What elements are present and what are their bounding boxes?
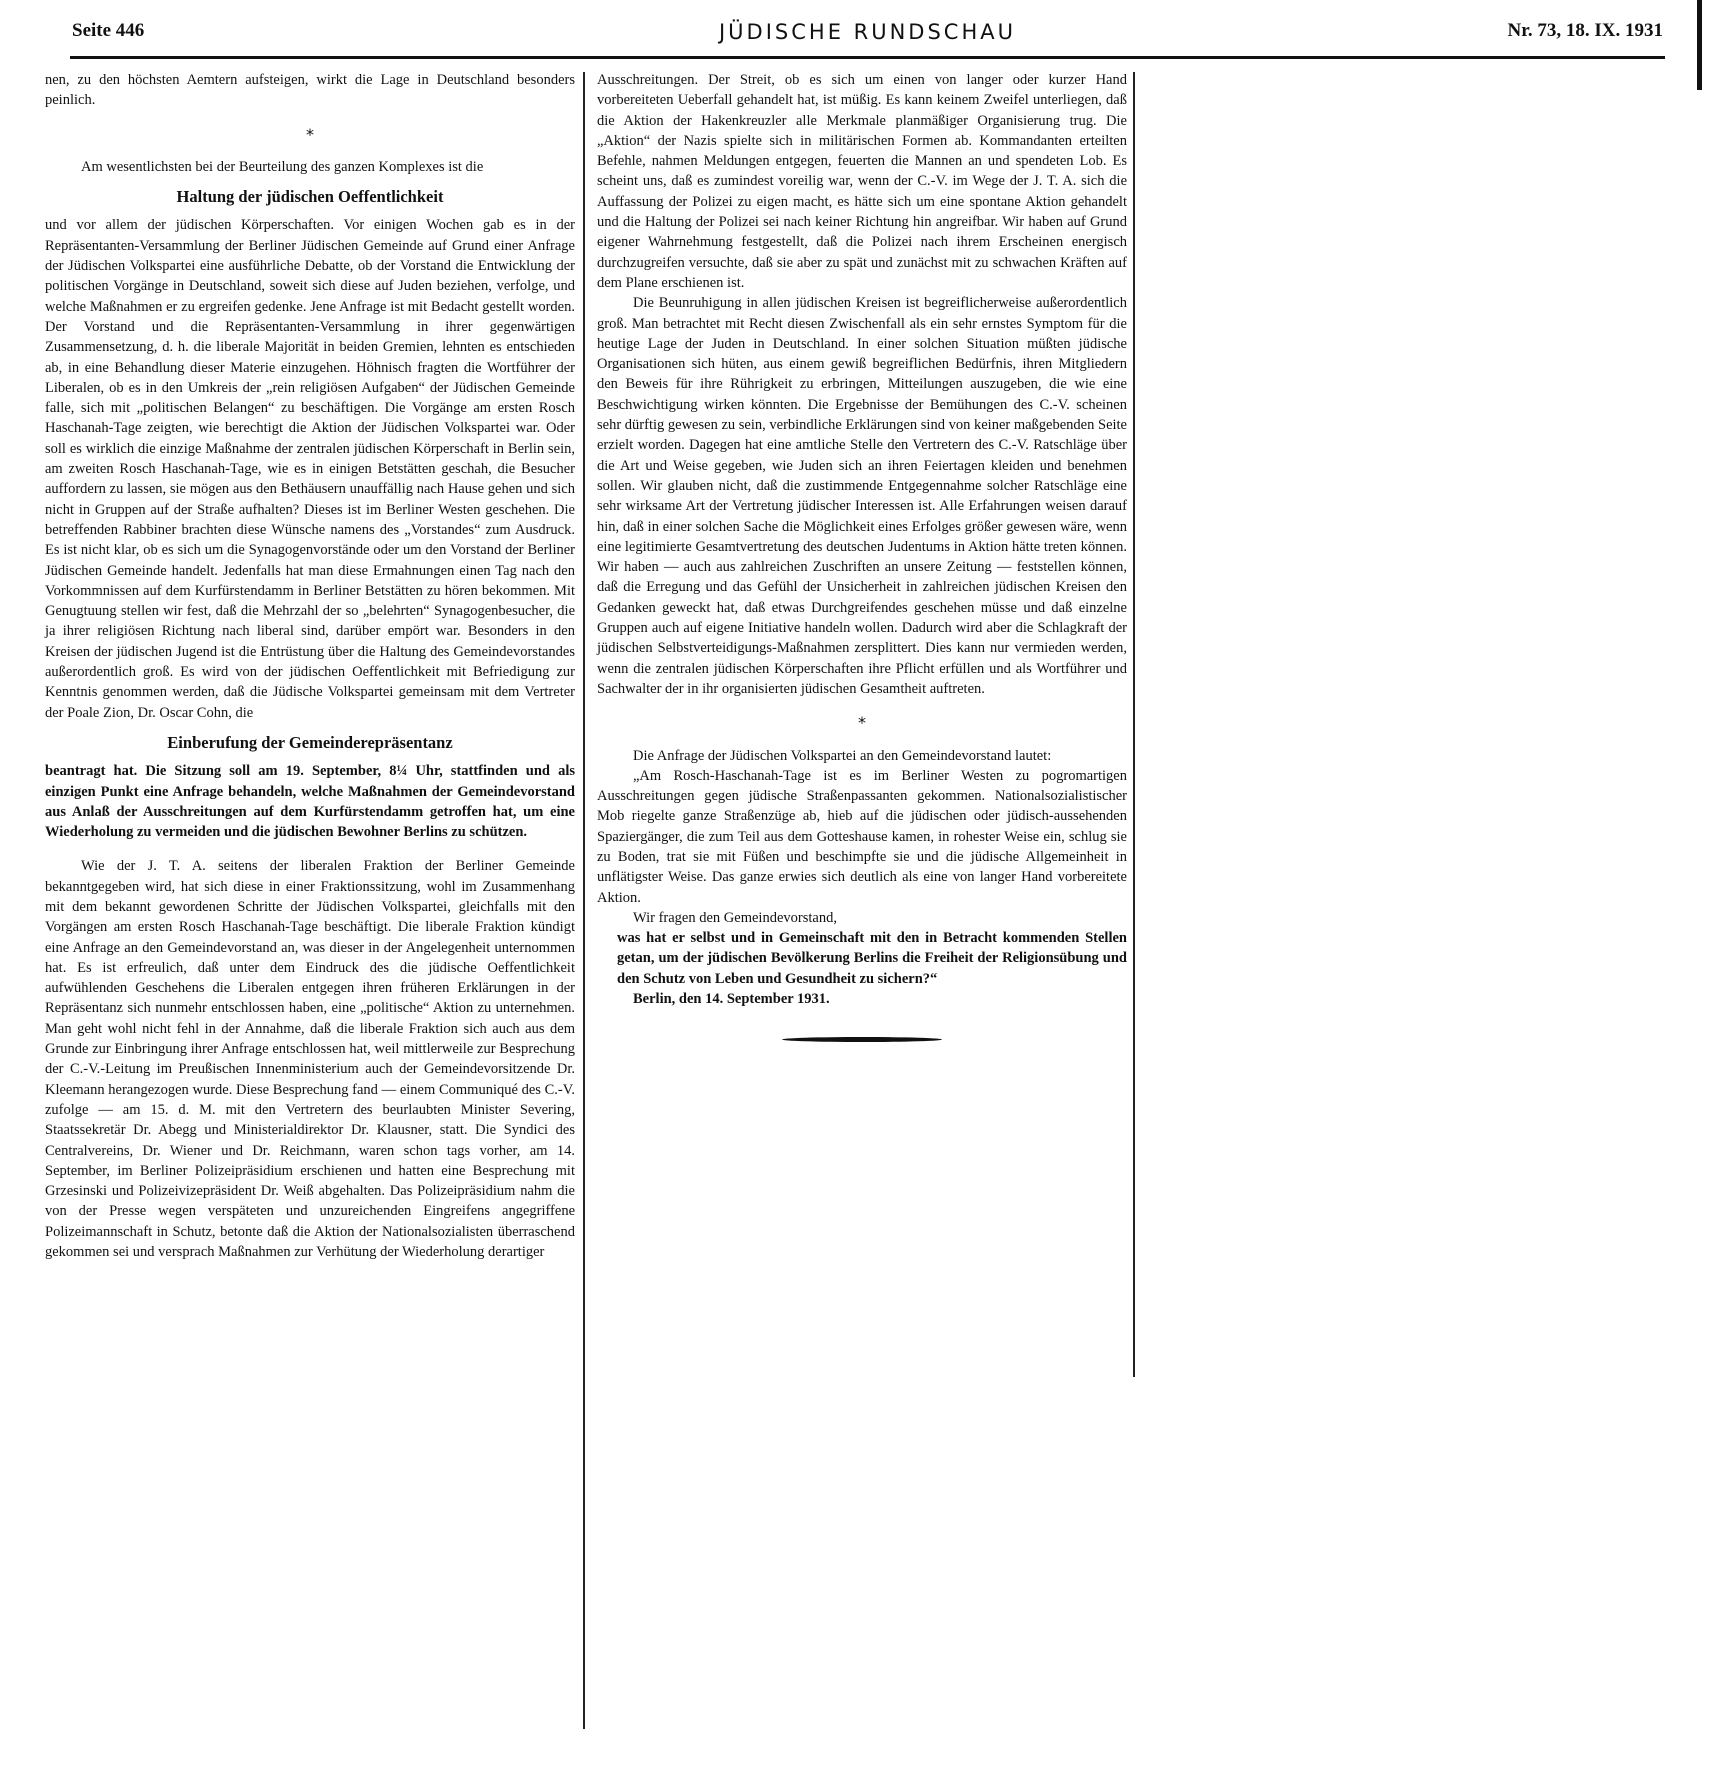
closing-rule bbox=[782, 1037, 942, 1042]
column-rule-left bbox=[583, 72, 585, 1729]
heading-oeffentlichkeit: Haltung der jüdischen Oeffentlichkeit bbox=[176, 187, 444, 207]
heading-einberufung: Einberufung der Gemeinderepräsentanz bbox=[167, 732, 453, 752]
left-paragraph-1: nen, zu den höchsten Aemtern aufsteigen, wirkt die Lage in Deutschland besonders peinlich. bbox=[45, 72, 575, 109]
section-star-right: * bbox=[858, 713, 866, 733]
dateline: Berlin, den 14. September 1931. bbox=[633, 991, 830, 1008]
section-star-left: * bbox=[306, 124, 314, 144]
column-rule-right bbox=[1133, 72, 1135, 1377]
anfrage-question: was hat er selbst und in Gemeinschaft mit den in Betracht kommenden Stellen getan, um der jüdischen Bevölkerung Berlins die Freiheit der Religionsübung und den Schutz von Leben und Gesundheit zu sichern?“ bbox=[617, 930, 1127, 987]
issue-date: Nr. 73, 18. IX. 1931 bbox=[1507, 20, 1663, 41]
left-paragraph-4: beantragt hat. Die Sitzung soll am 19. September, 8¼ Uhr, stattfinden und als einzigen Punkt eine Anfrage behandeln, welche Maßnahmen der Gemeindevorstand aus Anlaß der Ausschreitungen auf dem Kurfürstendamm getroffen hat, um eine Wiederholung zu vermeiden und die jüdischen Bewohner Berlins zu schützen. bbox=[45, 763, 575, 841]
page-header bbox=[70, 16, 1665, 59]
right-column bbox=[597, 70, 1127, 1042]
paragraph-gap bbox=[45, 842, 575, 856]
anfrage-question-intro: Wir fragen den Gemeindevorstand, bbox=[633, 909, 837, 926]
left-paragraph-2: Am wesentlichsten bei der Beurteilung des ganzen Komplexes ist die bbox=[81, 158, 484, 175]
page-edge-rule bbox=[1697, 0, 1702, 90]
anfrage-text: „Am Rosch-Haschanah-Tage ist es im Berliner Westen zu pogromartigen Ausschreitungen gegen jüdische Straßenpassanten gekommen. Nationalsozialistischer Mob riegelte ganze Straßenzüge ab, hieb auf die jüdischen oder jüdisch-aussehenden Spaziergänger, die zum Teil aus dem Gotteshause kamen, in rohester Weise ein, schlug sie zu Boden, trat sie mit Füßen und beschimpfte sie und die jüdische Allgemeinheit in unflätigster Weise. Das ganze erwies sich deutlich als eine von langer Hand vorbereitete Aktion. bbox=[597, 767, 1127, 906]
newspaper-title: JÜDISCHE RUNDSCHAU bbox=[718, 20, 1017, 44]
left-paragraph-3: und vor allem der jüdischen Körperschaften. Vor einigen Wochen gab es in der Repräsentanten-Versammlung der Berliner Jüdischen Gemeinde auf Grund einer Anfrage der Jüdischen Volkspartei eine ausführliche Debatte, ob der Vorstand die Entwicklung der politischen Vorgänge in Deutschland, soweit sich diese auf Juden beziehen, verfolge, und welche Maßnahmen er zu ergreifen gedenke. Jene Anfrage ist mit Bedacht gestellt worden. Der Vorstand und die Repräsentanten-Versammlung in ihrer gegenwärtigen Zusammensetzung, d. h. die liberale Majorität in beiden Gremien, lehnten es entschieden ab, in eine Behandlung dieser Materie einzugehen. Höhnisch fragten die Wortführer der Liberalen, ob es in den Umkreis der „rein religiösen Aufgaben“ der Jüdischen Gemeinde falle, sich mit „politischen Belangen“ zu beschäftigen. Die Vorgänge am ersten Rosch Haschanah-Tage zeigten, wie berechtigt die Aktion der Jüdischen Volkspartei war. Oder soll es wirklich die einzige Maßnahme der zentralen jüdischen Körperschaft in Berlin sein, am zweiten Rosch Haschanah-Tage, wie es in einigen Betstätten geschah, die Besucher auffordern zu lassen, sie mögen aus den Bethäusern unauffällig nach Hause gehen und sich nicht in Gruppen auf der Straße aufhalten? Dieses ist im Berliner Westen geschehen. Die betreffenden Rabbiner brachten diese Wünsche namens des „Vorstandes“ zum Ausdruck. Es ist nicht klar, ob es sich um die Synagogenvorstände oder um den Vorstand der Berliner Jüdischen Gemeinde handelt. Jedenfalls hat man diese Ermahnungen einen Tag nach den Vorkommnissen auf dem Kurfürstendamm in Berliner Betstätten zu hören bekommen. Mit Genugtuung stellen wir fest, daß die Mehrzahl der so „belehrten“ Synagogenbesucher, die ja ihrer religiösen Richtung nach liberal sind, darüber empört war. Besonders in den Kreisen der jüdischen Jugend ist die Entrüstung über die Haltung des Gemeindevorstandes außerordentlich groß. Es wird von der jüdischen Oeffentlichkeit mit Befriedigung zur Kenntnis genommen werden, daß die Jüdische Volkspartei gemeinsam mit dem Vertreter der Poale Zion, Dr. Oscar Cohn, die bbox=[45, 217, 575, 721]
anfrage-intro: Die Anfrage der Jüdischen Volkspartei an den Gemeindevorstand lautet: bbox=[633, 747, 1052, 764]
left-column bbox=[45, 70, 575, 1262]
page-number: Seite 446 bbox=[72, 20, 145, 41]
left-paragraph-5: Wie der J. T. A. seitens der liberalen Fraktion der Berliner Gemeinde bekanntgegeben wird, hat sich diese in einer Fraktionssitzung, wohl im Zusammenhang mit dem bekannt gewordenen Schritte der Jüdischen Volkspartei, gleichfalls mit den Vorgängen am ersten Rosch Haschanah-Tage beschäftigt. Die liberale Fraktion kündigt eine Anfrage an den Gemeindevorstand an, was dieser in der Angelegenheit unternommen hat. Es ist erfreulich, daß unter dem Eindruck des die jüdische Oeffentlichkeit aufwühlenden Geschehens die Liberalen entgegen ihren früheren Erklärungen in der Repräsentanz sich nunmehr entschlossen haben, eine „politische“ Aktion zu unternehmen. Man geht wohl nicht fehl in der Annahme, daß die liberale Fraktion sich auch aus dem Grunde zur Einbringung ihrer Anfrage entschlossen hat, weil mittlerweile zur Besprechung der C.-V.-Leitung im Preußischen Innenministerium auch der Gemeindevorsitzende Dr. Kleemann herangezogen wurde. Diese Besprechung fand — einem Communiqué des C.-V. zufolge — am 15. d. M. mit den Vertretern des beurlaubten Minister Severing, Staatssekretär Dr. Abegg und Ministerialdirektor Dr. Klausner, statt. Die Syndici des Centralvereins, Dr. Wiener und Dr. Reichmann, waren schon tags vorher, am 14. September, im Berliner Polizeipräsidium erschienen und hatten eine Besprechung mit Grzesinski und Polizeivizepräsident Dr. Weiß abgehalten. Das Polizeipräsidium nahm die von der Presse wegen verspäteten und unzureichenden Eingreifens angegriffene Polizeimannschaft in Schutz, betonte daß die Aktion der Nationalsozialisten überraschend gekommen sei und versprach Maßnahmen zur Verhütung der Wiederholung derartiger bbox=[45, 858, 575, 1261]
right-paragraph-1: Ausschreitungen. Der Streit, ob es sich um einen von langer oder kurzer Hand vorbereiteten Ueberfall gehandelt hat, ist müßig. Es kann keinem Zweifel unterliegen, daß die Aktion der Hakenkreuzler alle Merkmale planmäßiger Organisierung trug. Die „Aktion“ der Nazis spielte sich in militärischen Formen ab. Kommandanten erteilten Befehle, nahmen Meldungen entgegen, feuerten die Mannen an und spendeten Lob. Es scheint uns, daß es zumindest voreilig war, wenn der C.-V. im Wege der J. T. A. sich die Auffassung der Polizei zu eigen macht, es hätte sich um eine spontane Aktion gehandelt und die Haltung der Polizei sei nach keiner Richtung hin angreifbar. Wir haben auf Grund eigener Wahrnehmung festgestellt, daß die Polizei nach ihrem Erscheinen energisch durchzugreifen versuchte, daß sie aber zu spät und zunächst mit zu schwachen Kräften auf dem Plane erschienen ist. bbox=[597, 72, 1127, 291]
right-paragraph-2: Die Beunruhigung in allen jüdischen Kreisen ist begreiflicherweise außerordentlich groß. Man betrachtet mit Recht diesen Zwischenfall als ein sehr ernstes Symptom für die heutige Lage der Juden in Deutschland. In einer solchen Situation müßten jüdische Organisationen sich hüten, aus einem gewiß begreiflichen Bedürfnis, ihren Mitgliedern den Beweis für ihre Rührigkeit zu erbringen, Mitteilungen auszugeben, die wie eine Beschwichtigung wirken könnten. Die Ergebnisse der Bemühungen des C.-V. scheinen sehr dürftig gewesen zu sein, verbindliche Erklärungen sind von keiner maßgebenden Seite erzielt worden. Dagegen hat eine amtliche Stelle den Vertretern des C.-V. Ratschläge über die Art und Weise gegeben, wie Juden sich an ihren Feiertagen kleiden und benehmen sollen. Wir glauben nicht, daß die zustimmende Entgegennahme solcher Ratschläge eine sehr wirksame Art der Vertretung jüdischer Interessen ist. Alle Erfahrungen weisen darauf hin, daß in einer solchen Sache die Möglichkeit eines Erfolges größer gewesen wäre, wenn eine legitimierte Gesamtvertretung des deutschen Judentums in Aktion hätte treten können. Wir haben — auch aus zahlreichen Zuschriften an unsere Zeitung — feststellen können, daß die Erregung und das Gefühl der Unsicherheit in zahlreichen jüdischen Kreisen den Gedanken geweckt hat, daß etwas Durchgreifendes geschehen müsse und daß einzelne Gruppen auch auf eigene Initiative handeln wollen. Dadurch wird aber die Schlagkraft der jüdischen Selbstverteidigungs-Maßnahmen zersplittert. Dies kann nur vermieden werden, wenn die zentralen jüdischen Körperschaften ihre Pflicht erfüllen und als Wortführer und Sachwalter der in ihr organisierten jüdischen Gesamtheit auftreten. bbox=[597, 295, 1127, 697]
